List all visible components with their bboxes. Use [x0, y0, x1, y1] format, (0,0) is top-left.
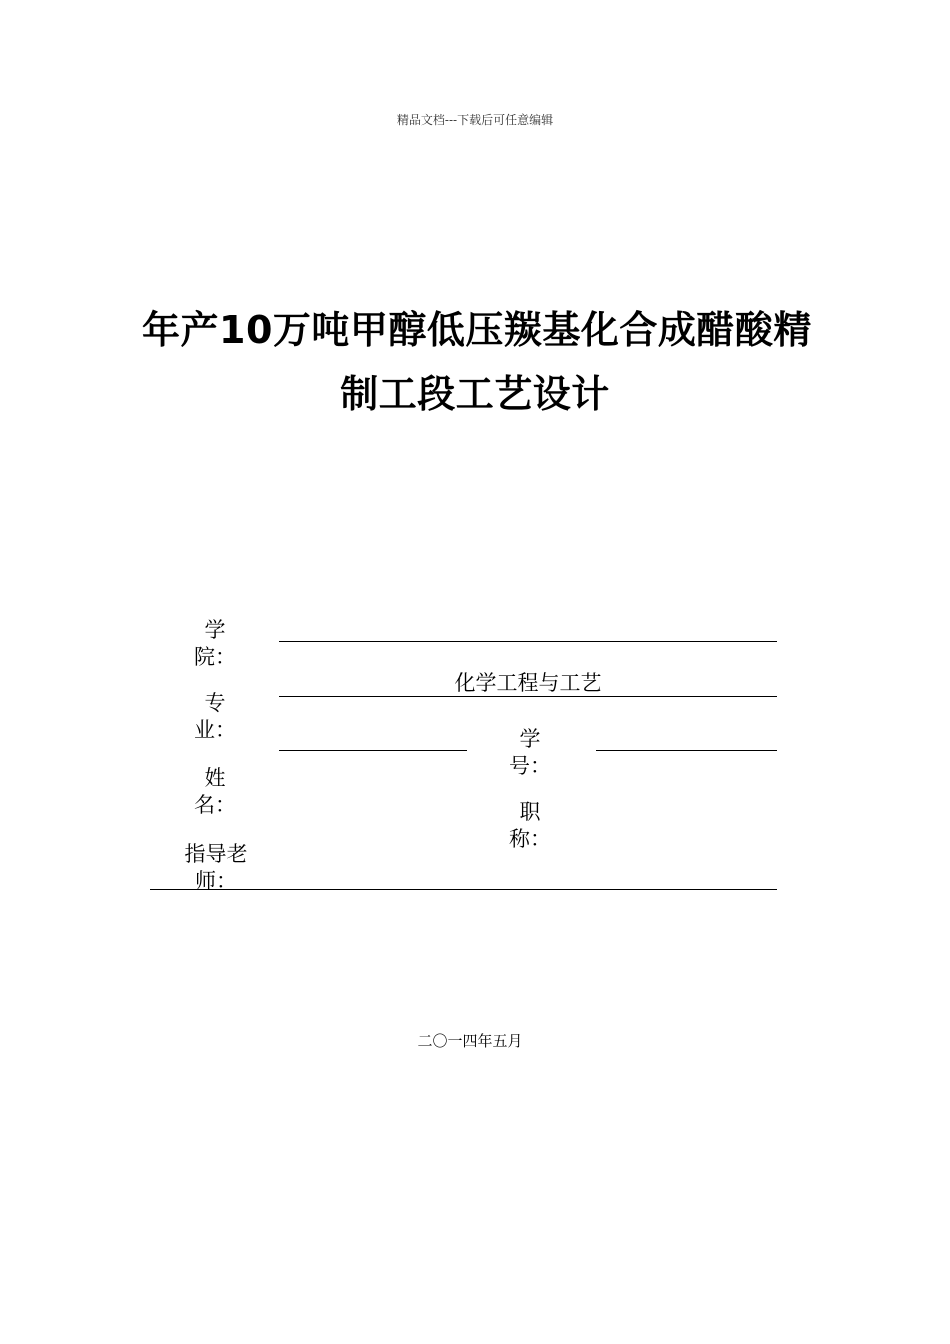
student-id-label-bottom: 号： — [509, 754, 551, 778]
name-field-line[interactable] — [279, 750, 467, 751]
advisor-label-bottom: 师： — [195, 869, 237, 893]
major-field-line[interactable] — [279, 696, 777, 697]
major-label — [190, 690, 240, 744]
advisor-label — [176, 841, 256, 895]
college-field-line[interactable] — [279, 641, 777, 642]
name-label-bottom: 名： — [194, 793, 236, 817]
title-line-2: 制工段工艺设计 — [340, 372, 610, 416]
college-label — [190, 617, 240, 671]
college-label-top: 学 — [204, 618, 226, 642]
college-label-bottom: 院： — [194, 645, 236, 669]
header-note: 精品文档---下载后可任意编辑 — [396, 113, 554, 127]
major-label-bottom: 业： — [194, 718, 236, 742]
student-id-label-top: 学 — [519, 727, 541, 751]
name-label — [190, 765, 240, 819]
student-id-field-line[interactable] — [596, 750, 777, 751]
advisor-label-top: 指导老 — [184, 842, 248, 866]
title-line-1: 年产10万吨甲醇低压羰基化合成醋酸精 — [142, 308, 812, 352]
title-rank-label-bottom: 称： — [509, 827, 551, 851]
title-rank-label — [505, 799, 555, 853]
document-date: 二〇一四年五月 — [417, 1032, 523, 1050]
student-id-label — [505, 726, 555, 780]
name-label-top: 姓 — [204, 766, 226, 790]
title-rank-label-top: 职 — [519, 800, 541, 824]
major-value[interactable]: 化学工程与工艺 — [454, 671, 602, 695]
major-label-top: 专 — [204, 691, 226, 715]
advisor-field-line[interactable] — [150, 889, 777, 890]
